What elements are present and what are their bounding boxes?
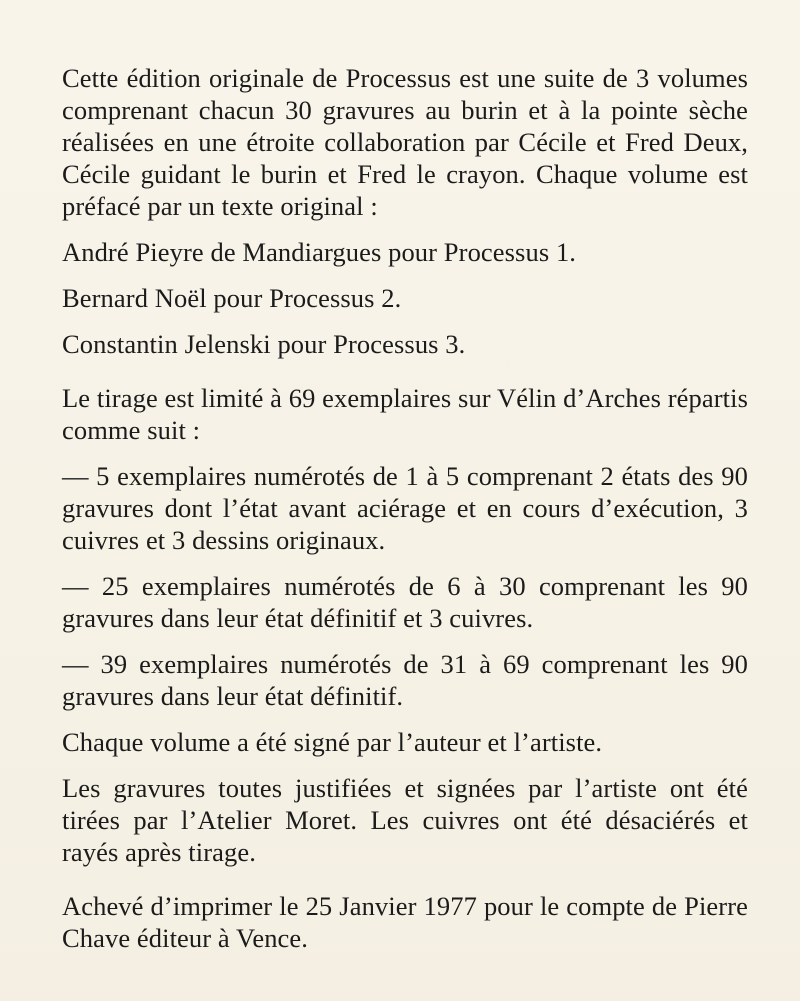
paragraph-copies-1-5: — 5 exemplaires numérotés de 1 à 5 comprenant 2 états des 90 gravures dont l’état avant aciérage et en cours d’exécution, 3 cuivres et 3 dessins originaux. (62, 461, 748, 555)
paragraph-preface-3: Constantin Jelenski pour Processus 3. (62, 329, 466, 359)
paragraph-copies-6-30: — 25 exemplaires numérotés de 6 à 30 comprenant les 90 gravures dans leur état définitif et 3 cuivres. (62, 571, 748, 633)
paragraph-copies-31-69: — 39 exemplaires numérotés de 31 à 69 comprenant les 90 gravures dans leur état définitif. (62, 649, 748, 711)
colophon-text (62, 62, 748, 954)
paragraph-preface-2: Bernard Noël pour Processus 2. (62, 283, 402, 313)
paragraph-preface-1: André Pieyre de Mandiargues pour Processus 1. (62, 237, 577, 267)
paragraph-signature: Chaque volume a été signé par l’auteur et l’artiste. (62, 727, 603, 757)
paragraph-edition: Cette édition originale de Processus est une suite de 3 volumes comprenant chacun 30 gravures au burin et à la pointe sèche réalisées en une étroite collaboration par Cécile et Fred Deux, Cécile guidant le burin et Fred le crayon. Chaque volume est préfacé par un texte original : (62, 63, 748, 221)
paragraph-achevement: Achevé d’imprimer le 25 Janvier 1977 pour le compte de Pierre Chave éditeur à Vence. (62, 891, 748, 953)
paragraph-print-run: Le tirage est limité à 69 exemplaires sur Vélin d’Arches répartis comme suit : (62, 383, 748, 445)
paragraph-printing: Les gravures toutes justifiées et signées par l’artiste ont été tirées par l’Atelier Moret. Les cuivres ont été désaciérés et rayés après tirage. (62, 773, 748, 867)
